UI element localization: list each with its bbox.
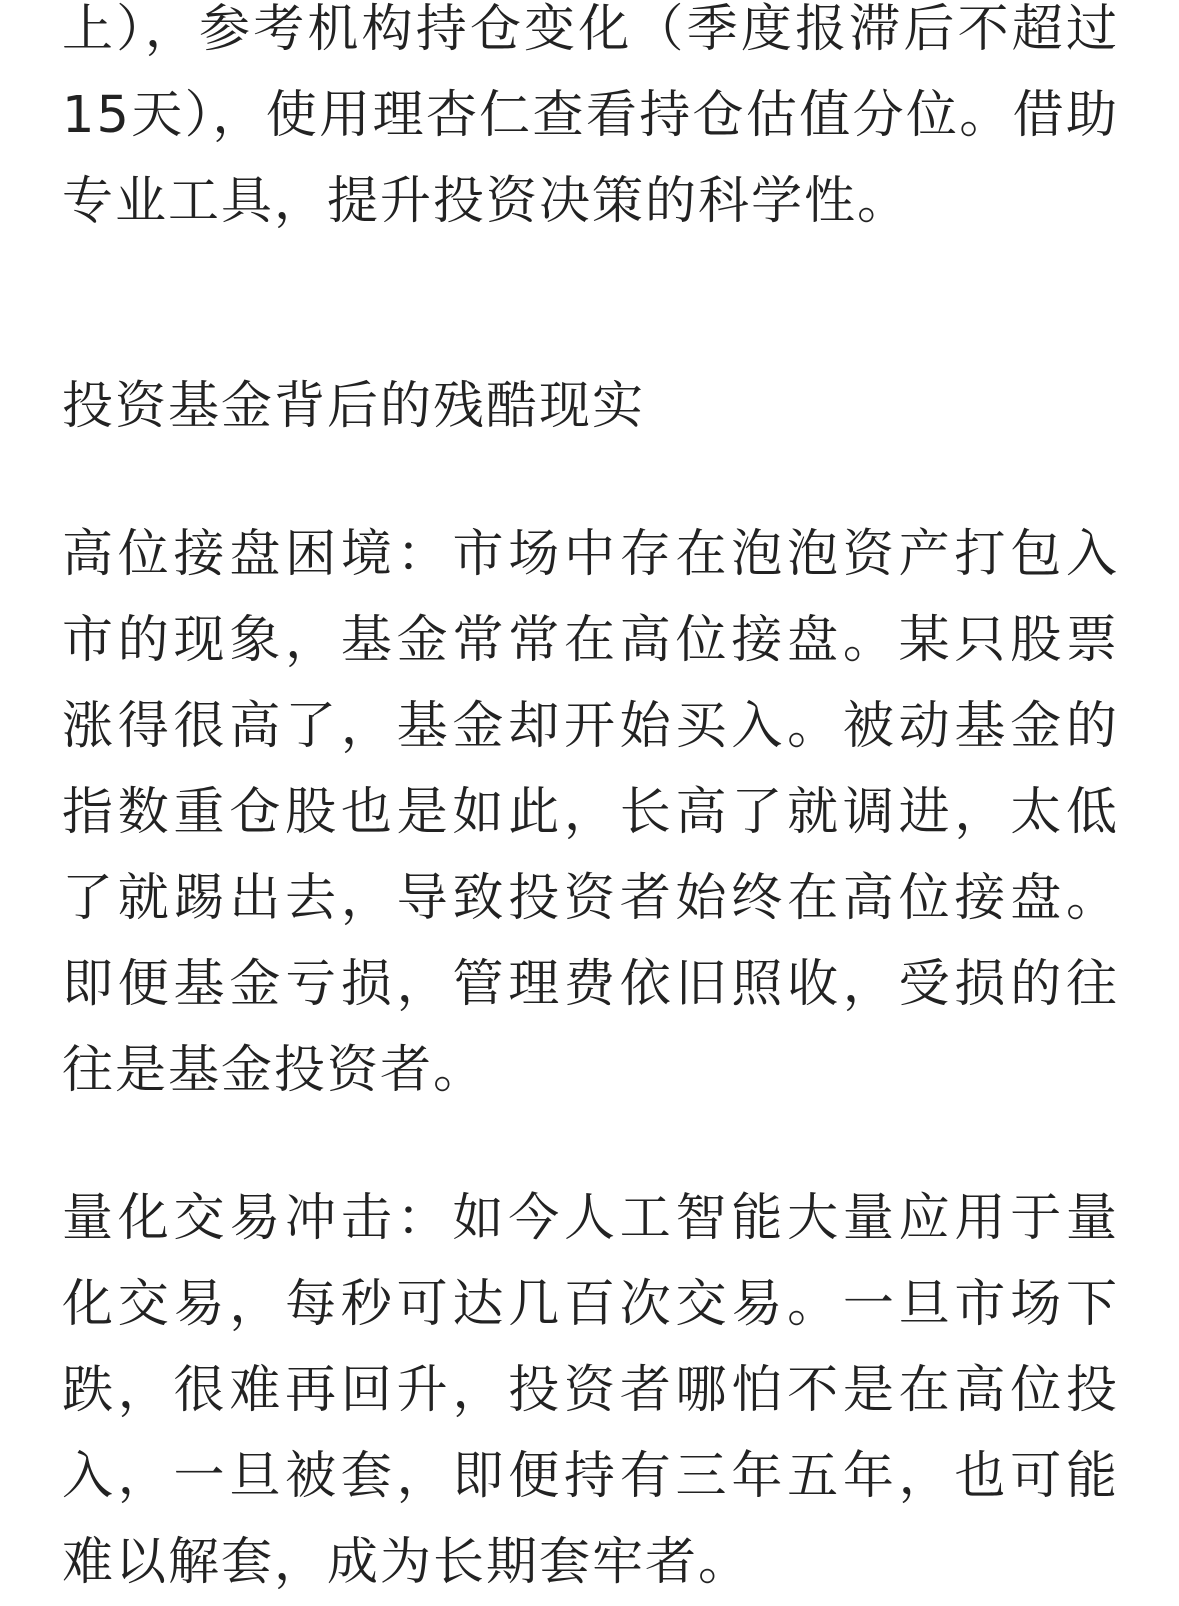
article-body xyxy=(62,0,1119,1606)
paragraph-quant-trading-impact: 量化交易冲击：如今人工智能大量应用于量化交易，每秒可达几百次交易。一旦市场下跌，很难再回升，投资者哪怕不是在高位投入，一旦被套，即便持有三年五年，也可能难以解套，成为长期套牢者。 xyxy=(62,1189,1119,1592)
section-heading: 投资基金背后的残酷现实 xyxy=(62,377,646,436)
paragraph-tools-tip: 上），参考机构持仓变化（季度报滞后不超过15天），使用理杏仁查看持仓估值分位。借助专业工具，提升投资决策的科学性。 xyxy=(62,0,1119,231)
paragraph-high-position-dilemma: 高位接盘困境：市场中存在泡泡资产打包入市的现象，基金常常在高位接盘。某只股票涨得很高了，基金却开始买入。被动基金的指数重仓股也是如此，长高了就调进，太低了就踢出去，导致投资者始终在高位接盘。即便基金亏损，管理费依旧照收，受损的往往是基金投资者。 xyxy=(62,525,1119,1100)
